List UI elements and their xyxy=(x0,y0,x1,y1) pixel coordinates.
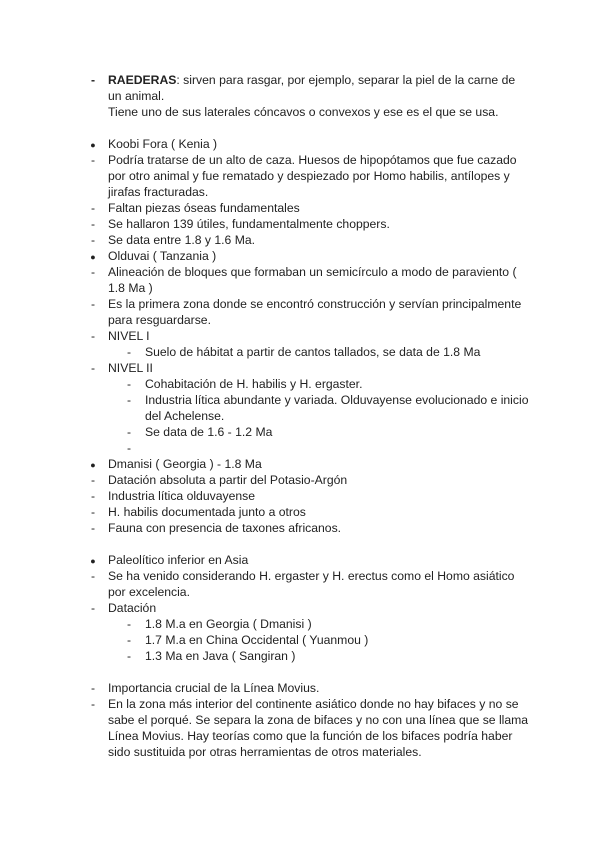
datacion-item: 1.7 M.a en China Occidental ( Yuanmou ) xyxy=(145,633,369,647)
dash-marker: - xyxy=(90,697,96,711)
datacion-item: 1.8 M.a en Georgia ( Dmanisi ) xyxy=(145,617,312,631)
koobi-fora-title: Koobi Fora ( Kenia ) xyxy=(108,137,218,151)
olduvai-p1-line: 1.8 Ma ) xyxy=(108,281,153,295)
olduvai-p2-line: Es la primera zona donde se encontró construcción y servían principalmente xyxy=(108,297,522,311)
bullet-marker: ● xyxy=(90,252,96,262)
movius-p1: Importancia crucial de la Línea Movius. xyxy=(108,681,320,695)
nivel-2-item: Cohabitación de H. habilis y H. ergaster. xyxy=(145,377,363,391)
nivel-2-heading: NIVEL II xyxy=(108,361,153,375)
dash-marker: - xyxy=(90,473,96,487)
raederas-desc: : sirven para rasgar, por ejemplo, separar la piel de la carne de xyxy=(176,73,516,87)
koobi-p3: Se hallaron 139 útiles, fundamentalmente choppers. xyxy=(108,217,390,231)
paleolitico-p1-line: Se ha venido considerando H. ergaster y H. erectus como el Homo asiático xyxy=(108,569,515,583)
datacion-heading: Datación xyxy=(108,601,157,615)
dash-marker: - xyxy=(90,201,96,215)
dash-marker: - xyxy=(90,505,96,519)
koobi-p2: Faltan piezas óseas fundamentales xyxy=(108,201,300,215)
koobi-p1-line: jirafas fracturadas. xyxy=(108,185,209,199)
nivel-1-item: Suelo de hábitat a partir de cantos tallados, se data de 1.8 Ma xyxy=(145,345,481,359)
bullet-marker: ● xyxy=(90,556,96,566)
paleolitico-title: Paleolítico inferior en Asia xyxy=(108,553,249,567)
olduvai-p1-line: Alineación de bloques que formaban un semicírculo a modo de paraviento ( xyxy=(108,265,517,279)
dash-marker: - xyxy=(90,361,96,375)
dash-marker: - xyxy=(126,425,132,439)
movius-p2-line: sabe el porqué. Se separa la zona de bifaces y no con una línea que se llama xyxy=(108,713,529,727)
dash-marker: - xyxy=(90,265,96,279)
nivel-2-item: Industria lítica abundante y variada. Olduvayense evolucionado e inicio xyxy=(145,393,529,407)
dmanisi-title: Dmanisi ( Georgia ) - 1.8 Ma xyxy=(108,457,262,471)
raederas-term: RAEDERAS xyxy=(108,73,177,87)
dash-marker: - xyxy=(90,601,96,615)
dash-marker: - xyxy=(90,153,96,167)
dash-marker: - xyxy=(90,297,96,311)
dash-marker: - xyxy=(90,233,96,247)
nivel-2-item: del Achelense. xyxy=(145,409,225,423)
raederas-extra: Tiene uno de sus laterales cóncavos o convexos y ese es el que se usa. xyxy=(108,105,499,119)
dmanisi-item: Fauna con presencia de taxones africanos. xyxy=(108,521,342,535)
nivel-1-heading: NIVEL I xyxy=(108,329,150,343)
datacion-item: 1.3 Ma en Java ( Sangiran ) xyxy=(145,649,296,663)
dmanisi-item: Datación absoluta a partir del Potasio-Argón xyxy=(108,473,348,487)
dmanisi-item: Industria lítica olduvayense xyxy=(108,489,256,503)
movius-p2-line: En la zona más interior del continente asiático donde no hay bifaces y no se xyxy=(108,697,519,711)
dash-marker: - xyxy=(126,617,132,631)
dash-marker: - xyxy=(90,329,96,343)
dash-marker: - xyxy=(126,393,132,407)
bullet-marker: ● xyxy=(90,140,96,150)
paleolitico-p1-line: por excelencia. xyxy=(108,585,190,599)
olduvai-p2-line: para resguardarse. xyxy=(108,313,211,327)
dash-marker: - xyxy=(126,377,132,391)
koobi-p1-line: Podría tratarse de un alto de caza. Huesos de hipopótamos que fue cazado xyxy=(108,153,517,167)
dash-marker: - xyxy=(90,217,96,231)
movius-p2-line: Línea Movius. Hay teorías como que la función de los bifaces podría haber xyxy=(108,729,513,743)
koobi-p1-line: por otro animal y fue rematado y despiezado por Homo habilis, antílopes y xyxy=(108,169,510,183)
dash-marker: - xyxy=(90,73,96,87)
dash-marker: - xyxy=(90,681,96,695)
bullet-marker: ● xyxy=(90,460,96,470)
dash-marker: - xyxy=(90,569,96,583)
dash-marker: - xyxy=(126,633,132,647)
raederas-line xyxy=(108,72,515,88)
nivel-2-item: Se data de 1.6 - 1.2 Ma xyxy=(145,425,273,439)
dash-marker: - xyxy=(90,489,96,503)
dash-marker: - xyxy=(90,521,96,535)
dash-marker: - xyxy=(126,649,132,663)
dmanisi-item: H. habilis documentada junto a otros xyxy=(108,505,306,519)
raederas-desc-cont: un animal. xyxy=(108,89,165,103)
koobi-p4: Se data entre 1.8 y 1.6 Ma. xyxy=(108,233,256,247)
dash-marker: - xyxy=(126,345,132,359)
dash-marker: - xyxy=(126,441,132,455)
movius-p2-line: sido sustituida por otras herramientas de otros materiales. xyxy=(108,745,422,759)
olduvai-title: Olduvai ( Tanzania ) xyxy=(108,249,217,263)
